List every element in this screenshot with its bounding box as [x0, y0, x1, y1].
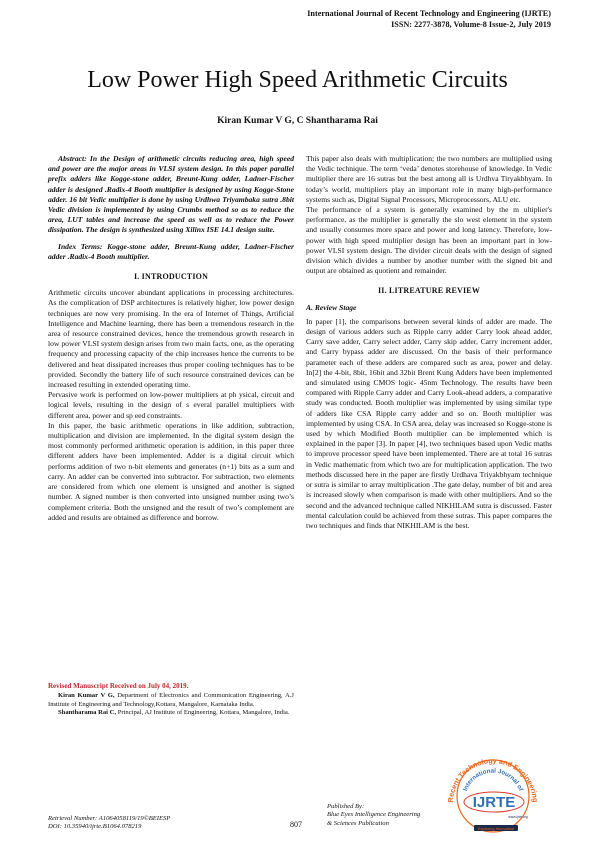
logo-tagline: Exploring Innovation [477, 825, 515, 831]
issn-volume: ISSN: 2277-3878, Volume-8 Issue-2, July 2019 [391, 20, 551, 29]
footer-left [48, 815, 170, 832]
author1-affiliation [48, 692, 294, 709]
retrieval-number: Retrieval Number: A1064058119/19©BEIESP [48, 815, 171, 822]
running-header [307, 8, 551, 30]
received-date: Revised Manuscript Received on July 04, 2019. [48, 682, 189, 690]
index-terms-label: Index Terms [58, 241, 100, 251]
ijrte-logo [432, 746, 552, 838]
index-terms-text: : Kogge-stone adder, Breunt-Kung adder, Ladner-Fischer adder .Radix-4 Booth multiplier. [48, 241, 294, 261]
literature-heading: II. LITREATURE REVIEW [377, 286, 481, 296]
intro-heading: I. INTRODUCTION [133, 272, 209, 282]
right-column [306, 154, 552, 531]
page-number: 807 [290, 820, 302, 829]
footnote [48, 682, 294, 718]
index-terms [48, 242, 294, 262]
paper-title: Low Power High Speed Arithmetic Circuits [87, 67, 508, 93]
publisher-line-1: Blue Eyes Intelligence Engineering [327, 811, 421, 819]
author2-text: Principal, AJ Institute of Engineering, Kottara, Mangalore, India. [116, 709, 290, 717]
logo-ring-text: Recent Technology and Engineering [445, 756, 541, 803]
logo-acronym: IJRTE [472, 794, 516, 811]
author1-name: Kiran Kumar V G, [58, 692, 115, 700]
intro-paragraph-1: Arithmetic circuits uncover abundant applications in processing architectures. As the complication of DSP architectures is relatively higher, low power design techniques are now very promising. In the era of Internet of Things, Artificial Intelligence and Machine learning, there has been a tremendous research in the area of resource constrained devices, hence the tremendous growth research in low power VLSI system design arises from two main facts, one, as the operating frequency and processing capacity of the chip increases hence the currents to be delivered and heat dissipated increases thus proper cooling techniques has to be provided. Secondly the battery life of such resource constrained devices can be increased resulting in extended operating time. Pervasive work is performed on low-power multipliers at ph ysical, circuit and logical levels, resulting in the design of s everal parallel multipliers with different area, power and sp eed constraints. [48, 288, 294, 420]
logo-ring-text-inner: International Journal of [461, 767, 525, 793]
author2-name: Shantharama Rai C, [58, 709, 117, 717]
right-paragraph-1: This paper also deals with multiplication; the two numbers are multiplied using the Vedic technique. The term ‘veda’ denotes storehouse of knowledge. In Vedic multiplier there are 16 sutras but the best among all is Urdhva Tiryakbhyam. In today’s world, multipliers play an important role in many high-performance systems such as, Digital Signal Processors, Microprocessors, ALU etc. The performance of a system is generally examined by the m ultiplier's performance, as the multiplier is generally the slo west element in the system and usually consumes more space and power and long latency. Therefore, low-power with high speed multiplier design has been an important part in low-power VLSI system design. The divider circuit deals with the design of signed division which divides a number by another number with the signed bit and output are obtained as quotient and remainder. [306, 154, 552, 276]
publisher-line-2: & Sciences Publication [327, 819, 389, 827]
left-column [48, 154, 294, 523]
published-by: Published By: [327, 803, 365, 810]
abstract-label: Abstract [58, 154, 85, 163]
logo-site: www.ijrte.org [508, 815, 528, 819]
review-stage-heading: A. Review Stage [306, 302, 357, 312]
intro-paragraph-2: In this paper, the basic arithmetic operations in like addition, subtraction, multiplication and division are implemented. In the digital system design the most commonly performed arithmetic operation is addition, in this paper three different adders have been implemented. Adder is a digital circuit which performs addition of two n-bit elements and generates (n+1) bits as a sum and carry. An adder can be converted into subtractor. For subtraction, two elements are considered from which one element is unsigned and another is signed number. A signed number is then converted into unsigned number using two’s complement criteria. Both the unsigned and the result of two’s complement are added and results are obtained as difference and borrow. [48, 420, 294, 522]
abstract-text: : In the Design of arithmetic circuits reducing area, high speed and power are the major areas in VLSI system design. In this paper parallel prefix adders like Kogge-stone adder, Breunt-Kung adder, Ladner-Fischer adder is designed .Radix-4 Booth multiplier is designed by using Kogge-Stone adder. 16 bit Vedic multiplier is done by using Urdhwa Triyambaka sutra .8bit Vedic division is implemented by using Crumbs method so as to reduce the area, LUT tables and increase the speed as well as to reduce the Power dissipation. The design is synthesized using Xilinx ISE 14.1 design suite. [48, 154, 294, 235]
author2-affiliation [48, 709, 294, 717]
footer-right [327, 803, 420, 828]
doi: DOI: 10.35940/ijrte.B1064.078219 [48, 823, 142, 831]
author1-text: Department of Electronics and Communication Engineering, A.J Institute of Engineering and Technology,Kottara, Mangalore, Karnataka India. [48, 692, 294, 708]
journal-name: International Journal of Recent Technology and Engineering (IJRTE) [307, 9, 551, 18]
paper-authors: Kiran Kumar V G, C Shantharama Rai [217, 116, 378, 126]
review-paragraph: In paper [1], the comparisons between several kinds of adder are made. The design of various adders such as Ripple carry adder Carry look ahead adder, Carry save adder, Carry select adder, Carry skip adder, Carry increment adder, and Carry bypass adder are discussed. On the basis of their performance parameter each of these adders are compared such as area, power and delay. In[2] the 4-bit, 8bit, 16bit and 32bit Brent Kung Adders have been implemented and simulated using CMOS logic- 45nm Technology. The results have been compared with Ripple Carry adder and Carry Look-ahead adders, a comparative study was conducted. Booth multiplier was implemented by using similar type of adders like CSA Ripple carry adder and so on. Booth multiplier was implemented by using CSA. In CSA area, delay was increased so Kogge-stone is used by which Modified Booth multiplier can be implemented which is explained in the paper [3]. In paper [4], two techniques based upon Vedic maths to improve processor speed have been implemented. There are at total 16 sutras in Vedic mathematic from which two are for multiplication application. The two methods discussed here in the paper are firstly Urdhava Triyakbhyam technique or sutra is similar to array multiplication .The gate delay, number of bit and area is increased slowly when comparison is made with other multipliers. And so the second and the advanced technique called NIKHILAM sutra is discussed. Faster mental calculation could be achieved from these sutras. This paper compares the two techniques and finds that NIKHILAM is the best. [306, 316, 552, 530]
abstract [48, 154, 294, 236]
